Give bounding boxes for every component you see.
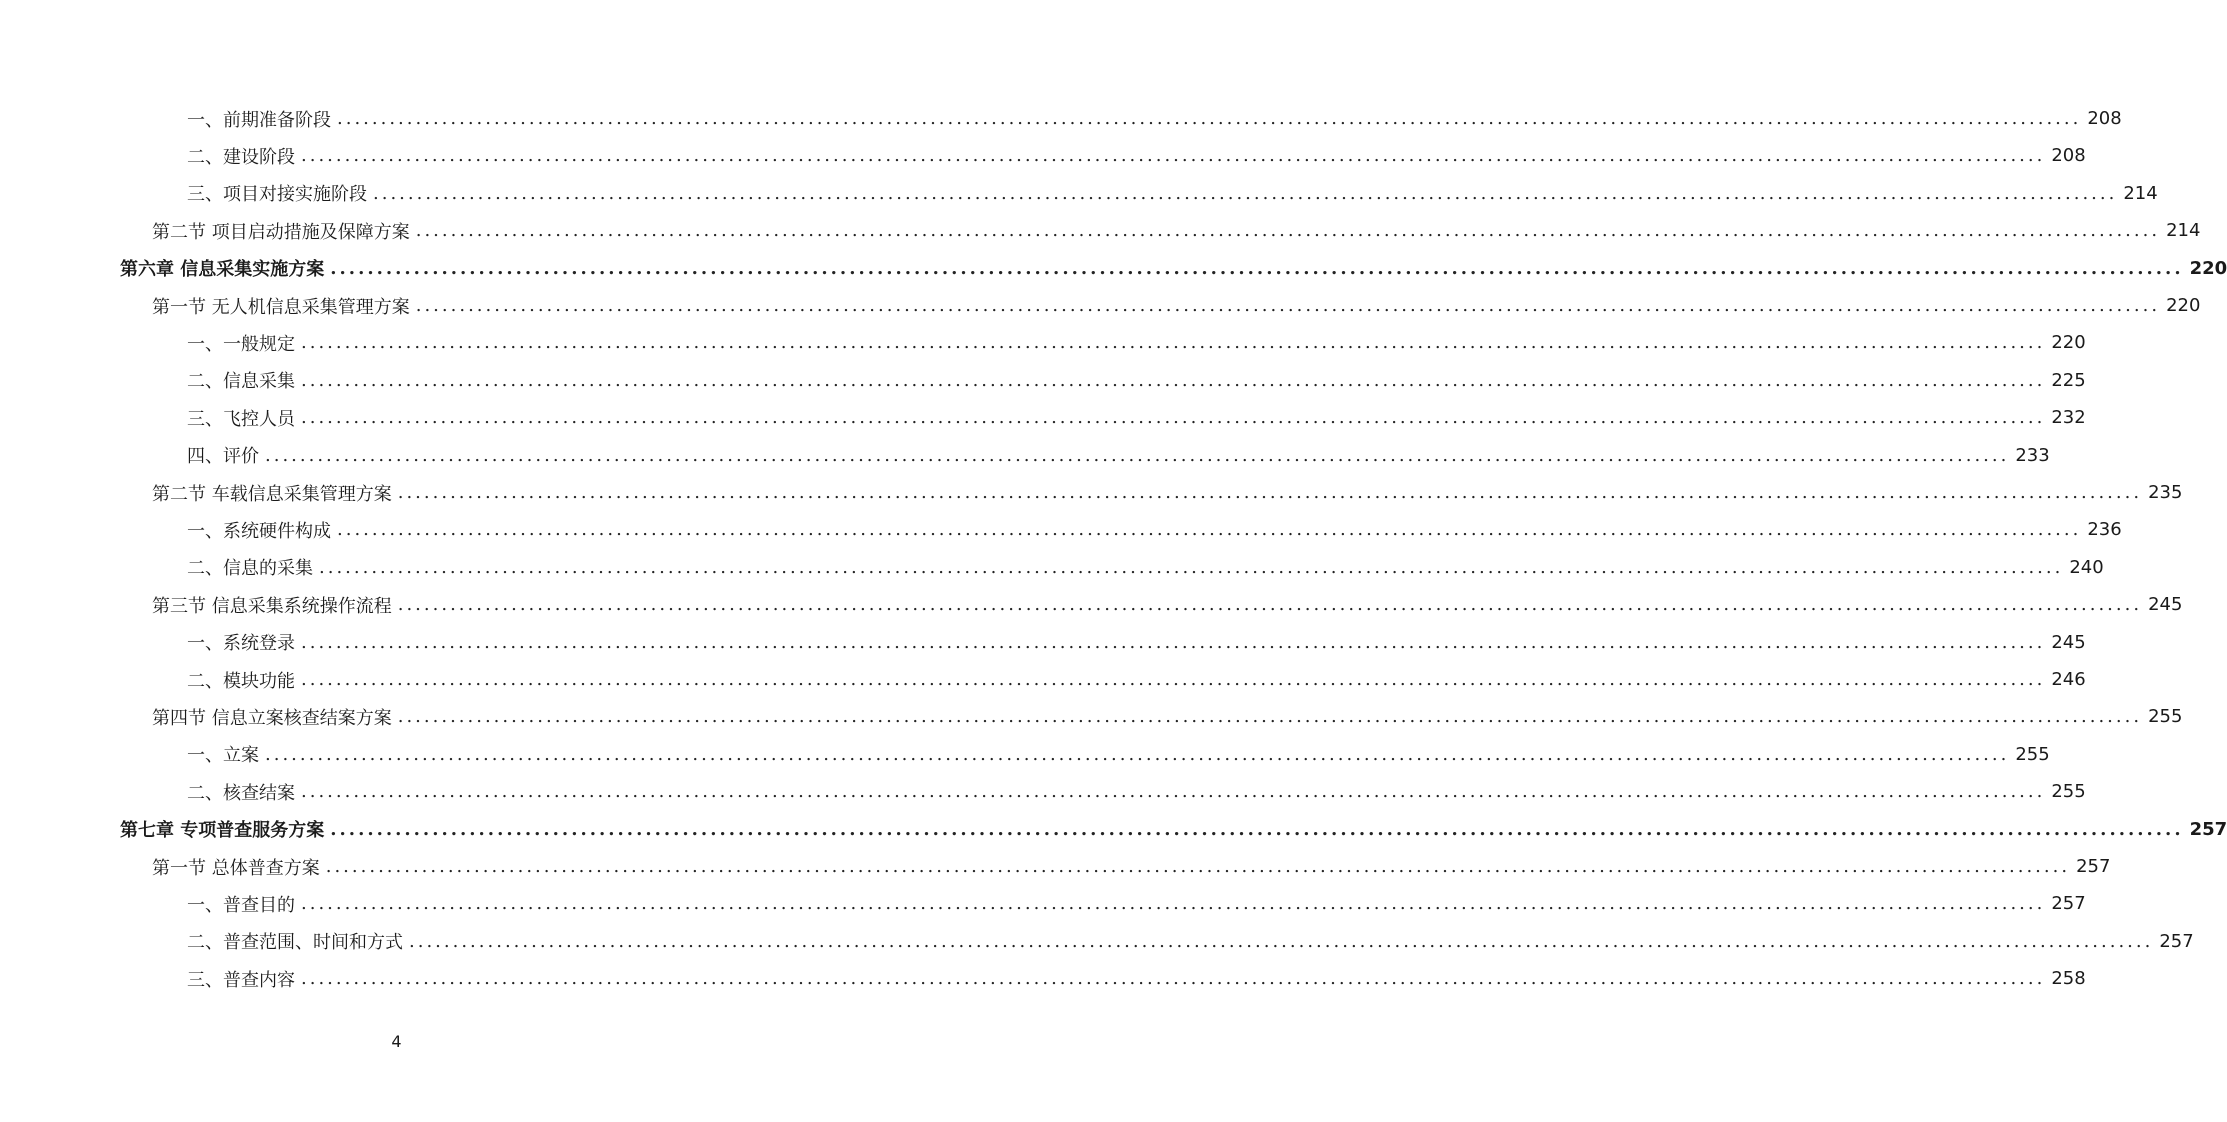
toc-entry-page: 208 <box>2051 145 2086 167</box>
toc-entry-page: 240 <box>2069 556 2104 578</box>
toc-dot-leader: ........................................................................................................................................................................................................ <box>409 930 2154 952</box>
toc-entry-page: 255 <box>2148 706 2183 728</box>
toc-dot-leader: ........................................................................................................................................................................................................ <box>301 145 2046 167</box>
toc-entry-title: 第二节 车载信息采集管理方案 <box>152 480 398 506</box>
toc-dot-leader: ........................................................................................................................................................................................................ <box>301 669 2046 690</box>
toc-dot-leader: ........................................................................................................................................................................................................ <box>415 295 2161 316</box>
toc-entry-page: 257 <box>2159 930 2194 952</box>
toc-entry[interactable] <box>0 137 2086 174</box>
toc-entry[interactable] <box>0 624 2086 661</box>
toc-entry[interactable] <box>0 362 2086 399</box>
toc-entry-page: 245 <box>2051 631 2086 653</box>
toc-entry[interactable] <box>0 474 2183 511</box>
toc-dot-leader: ........................................................................................................................................................................................................ <box>301 893 2046 915</box>
toc-entry-page: 257 <box>2189 818 2227 840</box>
toc-dot-leader: ........................................................................................................................................................................................................ <box>330 818 2184 840</box>
toc-entry-title: 二、信息的采集 <box>187 554 319 580</box>
toc-entry[interactable] <box>0 848 2111 885</box>
toc-entry-title: 二、模块功能 <box>187 667 301 693</box>
page-number: 4 <box>391 1032 402 1051</box>
toc-dot-leader: ........................................................................................................................................................................................................ <box>397 594 2143 616</box>
toc-entry-page: 246 <box>2051 669 2086 690</box>
toc-dot-leader: ........................................................................................................................................................................................................ <box>397 482 2143 503</box>
toc-entry-title: 第七章 专项普查服务方案 <box>120 816 330 842</box>
toc-entry[interactable] <box>0 960 2086 997</box>
toc-entry-title: 一、前期准备阶段 <box>187 106 337 132</box>
toc-dot-leader: ........................................................................................................................................................................................................ <box>301 781 2046 803</box>
toc-entry[interactable] <box>0 698 2183 735</box>
toc-entry-page: 214 <box>2123 182 2158 204</box>
toc-entry-page: 257 <box>2076 856 2111 877</box>
toc-entry[interactable] <box>0 399 2086 436</box>
toc-entry-page: 257 <box>2051 893 2086 915</box>
toc-entry[interactable] <box>0 885 2086 922</box>
toc-entry-page: 233 <box>2015 444 2050 466</box>
toc-entry-page: 235 <box>2148 482 2183 503</box>
toc-entry-title: 一、系统硬件构成 <box>187 517 337 543</box>
toc-entry-title: 第一节 无人机信息采集管理方案 <box>152 293 416 319</box>
toc-entry[interactable] <box>0 586 2183 623</box>
toc-entry-page: 255 <box>2015 743 2050 765</box>
toc-entry-page: 236 <box>2087 519 2122 541</box>
toc-entry-title: 三、普查内容 <box>187 966 301 992</box>
toc-entry-page: 220 <box>2051 332 2086 354</box>
toc-dot-leader: ........................................................................................................................................................................................................ <box>301 369 2046 391</box>
toc-entry-page: 245 <box>2148 594 2183 616</box>
toc-entry-page: 255 <box>2051 781 2086 803</box>
toc-entry[interactable] <box>0 773 2086 810</box>
toc-entry[interactable] <box>0 923 2194 960</box>
toc-entry-title: 二、信息采集 <box>187 367 301 393</box>
toc-dot-leader: ........................................................................................................................................................................................................ <box>265 743 2010 765</box>
toc-entry-title: 一、立案 <box>187 741 265 767</box>
toc-dot-leader: ........................................................................................................................................................................................................ <box>265 444 2010 466</box>
toc-dot-leader: ........................................................................................................................................................................................................ <box>415 220 2161 242</box>
toc-entry-title: 第三节 信息采集系统操作流程 <box>152 592 398 618</box>
toc-entry[interactable] <box>0 511 2122 548</box>
toc-entry-page: 258 <box>2051 968 2086 990</box>
toc-entry[interactable] <box>0 736 2050 773</box>
toc-entry-page: 220 <box>2166 295 2201 316</box>
toc-entry[interactable] <box>0 324 2086 361</box>
toc-entry-page: 208 <box>2087 108 2122 129</box>
toc-dot-leader: ........................................................................................................................................................................................................ <box>337 108 2082 129</box>
toc-entry-title: 二、普查范围、时间和方式 <box>187 928 409 954</box>
toc-entry-page: 225 <box>2051 369 2086 391</box>
toc-entry[interactable] <box>0 811 2227 848</box>
toc-entry-title: 二、建设阶段 <box>187 143 301 169</box>
toc-entry-title: 第四节 信息立案核查结案方案 <box>152 704 398 730</box>
toc-entry-title: 第二节 项目启动措施及保障方案 <box>152 218 416 244</box>
toc-entry-title: 一、系统登录 <box>187 629 301 655</box>
toc-dot-leader: ........................................................................................................................................................................................................ <box>301 631 2046 653</box>
toc-entry[interactable] <box>0 661 2086 698</box>
toc-dot-leader: ........................................................................................................................................................................................................ <box>330 257 2184 279</box>
toc-entry-title: 四、评价 <box>187 442 265 468</box>
toc-entry-title: 三、飞控人员 <box>187 405 301 431</box>
toc-dot-leader: ........................................................................................................................................................................................................ <box>301 332 2046 354</box>
toc-entry-title: 第一节 总体普查方案 <box>152 854 326 880</box>
toc-entry-title: 二、核查结案 <box>187 779 301 805</box>
toc-entry[interactable] <box>0 250 2227 287</box>
toc-entry-title: 一、一般规定 <box>187 330 301 356</box>
toc-entry-title: 第六章 信息采集实施方案 <box>120 255 330 281</box>
toc-dot-leader: ........................................................................................................................................................................................................ <box>325 856 2071 877</box>
toc-entry[interactable] <box>0 175 2158 212</box>
toc-entry-page: 214 <box>2166 220 2201 242</box>
toc-entry-title: 三、项目对接实施阶段 <box>187 180 373 206</box>
toc-dot-leader: ........................................................................................................................................................................................................ <box>397 706 2143 728</box>
toc-dot-leader: ........................................................................................................................................................................................................ <box>337 519 2082 541</box>
toc-entry[interactable] <box>0 212 2201 249</box>
toc-entry-page: 232 <box>2051 407 2086 429</box>
toc-dot-leader: ........................................................................................................................................................................................................ <box>301 407 2046 429</box>
toc-dot-leader: ........................................................................................................................................................................................................ <box>301 968 2046 990</box>
toc-entry-page: 220 <box>2189 257 2227 279</box>
toc-dot-leader: ........................................................................................................................................................................................................ <box>373 182 2118 204</box>
toc-entry[interactable] <box>0 100 2122 137</box>
toc-dot-leader: ........................................................................................................................................................................................................ <box>319 556 2064 578</box>
toc-entry-title: 一、普查目的 <box>187 891 301 917</box>
toc-entry[interactable] <box>0 549 2104 586</box>
toc-entry[interactable] <box>0 287 2201 324</box>
toc-entry[interactable] <box>0 437 2050 474</box>
